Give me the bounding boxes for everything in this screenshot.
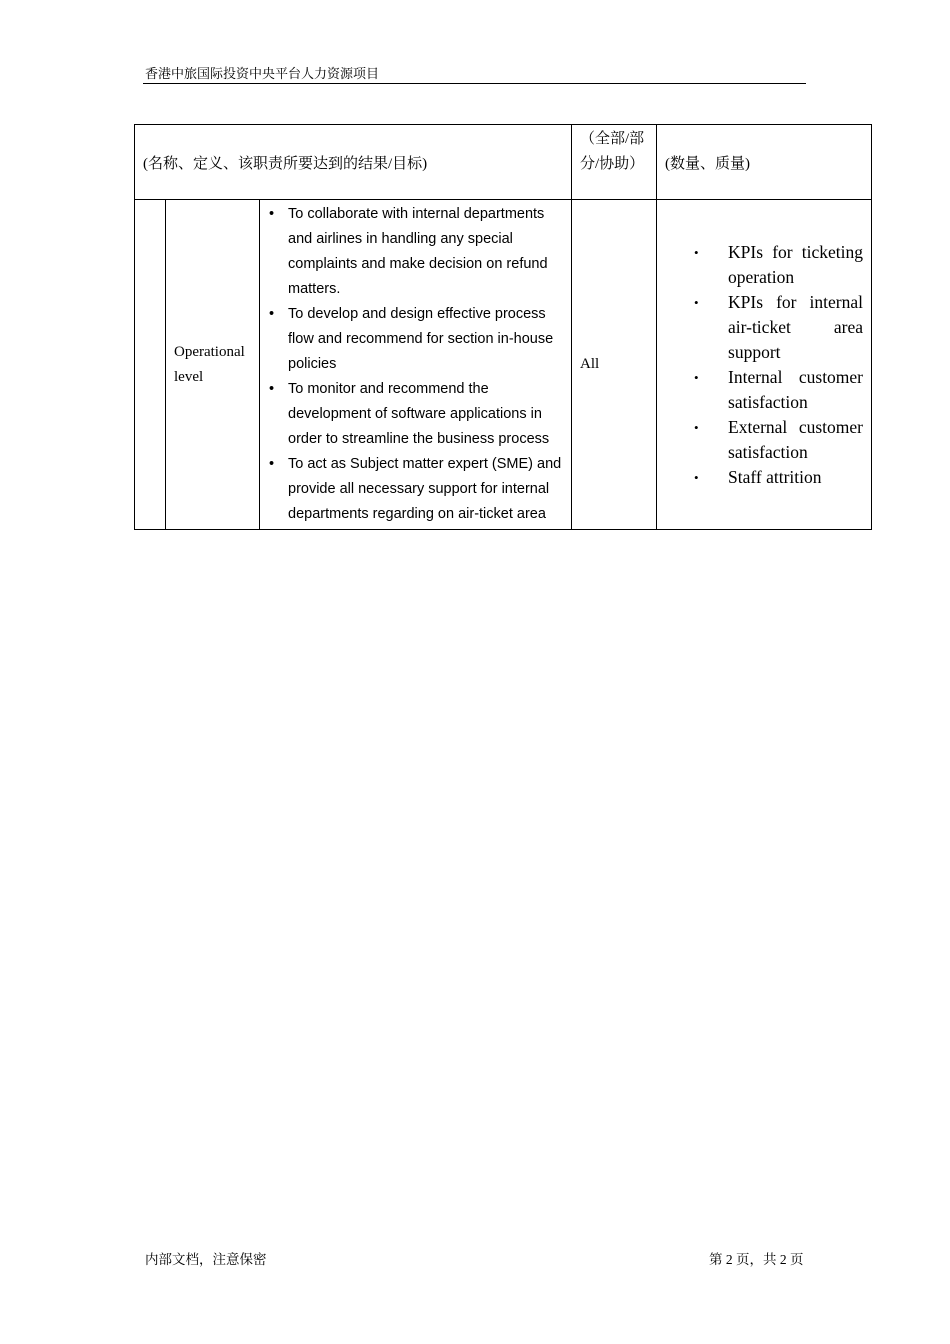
task-item: • To collaborate with internal departments and airlines in handling any special complaints and make decision on refund matters.: [288, 202, 565, 302]
level-cell: Operational level: [166, 200, 260, 530]
footer-page-number: 第 2 页，共 2 页: [709, 1252, 804, 1267]
description-header: (名称、定义、该职责所要达到的结果/目标): [135, 125, 572, 200]
kpi-item: • Staff attrition: [728, 465, 863, 490]
table-header-row: [135, 125, 872, 200]
task-list: [266, 202, 565, 527]
scope-cell: All: [572, 200, 657, 530]
row-index-cell: [135, 200, 166, 530]
duty-table: [134, 124, 872, 530]
task-item: • To act as Subject matter expert (SME) and provide all necessary support for internal departments regarding on air-ticket area: [288, 452, 565, 527]
kpi-list: [665, 240, 863, 490]
tasks-cell: [260, 200, 572, 530]
task-item: • To monitor and recommend the development of software applications in order to streamline the business process: [288, 377, 565, 452]
table-row: [135, 200, 872, 530]
kpi-item: • External customer satisfaction: [728, 415, 863, 465]
footer-confidential: 内部文档，注意保密: [145, 1252, 267, 1267]
header-title: 香港中旅国际投资中央平台人力资源项目: [145, 66, 380, 81]
scope-header: （全部/部分/协助）: [572, 125, 657, 200]
kpi-header: (数量、质量): [657, 125, 872, 200]
kpi-cell: [657, 200, 872, 530]
task-item: • To develop and design effective process flow and recommend for section in-house policies: [288, 302, 565, 377]
kpi-item: • Internal customer satisfaction: [728, 365, 863, 415]
header-rule: [143, 83, 806, 84]
kpi-item: • KPIs for ticketing operation: [728, 240, 863, 290]
kpi-item: • KPIs for internal air-ticket area support: [728, 290, 863, 365]
